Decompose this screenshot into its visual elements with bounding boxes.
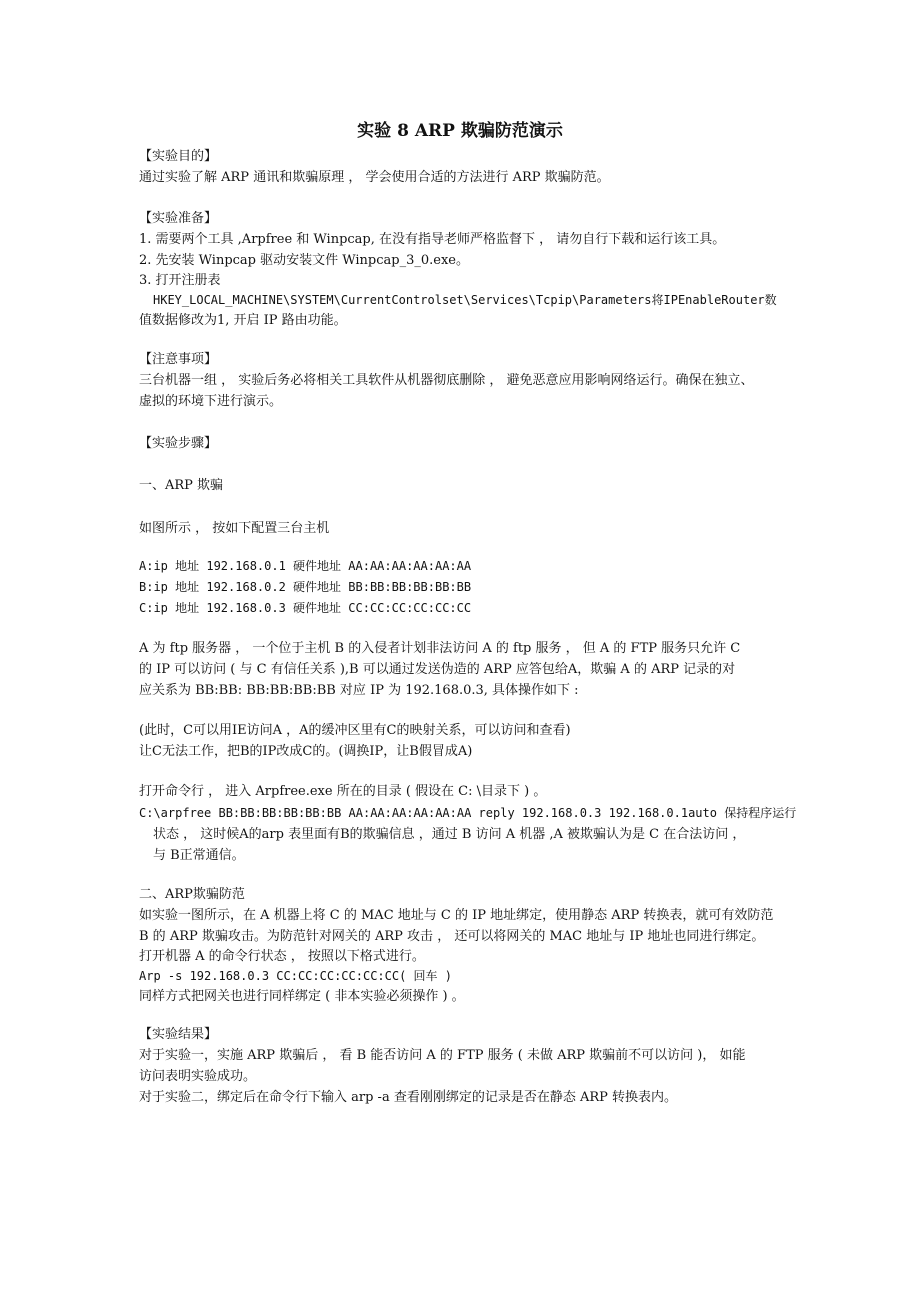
- results-text: 对于实验二，绑定后在命令行下输入 arp -a 查看刚刚绑定的记录是否在静态 ARP 转换表内。: [139, 1090, 678, 1105]
- objective-heading: 【实验目的】: [139, 149, 218, 164]
- part2-text: B 的 ARP 欺骗攻击。为防范针对网关的 ARP 攻击 ， 还可以将网关的 MAC 地址与 IP 地址也同进行绑定。: [139, 929, 765, 944]
- objective-text: 通过实验了解 ARP 通讯和欺骗原理 ， 学会使用合适的方法进行 ARP 欺骗防范。: [139, 170, 610, 185]
- host-config: B:ip 地址 192.168.0.2 硬件地址 BB:BB:BB:BB:BB:BB: [139, 580, 472, 594]
- arp-command: Arp -s 192.168.0.3 CC:CC:CC:CC:CC:CC( 回车 ): [139, 969, 452, 983]
- part1-paragraph: 应关系为 BB:BB: BB:BB:BB:BB 对应 IP 为 192.168.0.3, 具体操作如下 :: [139, 683, 579, 698]
- preparation-item: 3. 打开注册表: [139, 273, 221, 288]
- part2-text: 打开机器 A 的命令行状态 ， 按照以下格式进行。: [139, 949, 425, 964]
- preparation-item: 1. 需要两个工具 ,Arpfree 和 Winpcap, 在没有指导老师严格监督下 ， 请勿自行下载和运行该工具。: [139, 232, 726, 247]
- command-explanation: 与 B正常通信。: [153, 848, 245, 863]
- notes-text: 虚拟的环境下进行演示。: [139, 394, 283, 409]
- part1-heading: 一、ARP 欺骗: [139, 478, 224, 493]
- part1-paragraph: A 为 ftp 服务器 ， 一个位于主机 B 的入侵者计划非法访问 A 的 ftp 服务 ， 但 A 的 FTP 服务只允许 C: [139, 641, 741, 656]
- host-config: C:ip 地址 192.168.0.3 硬件地址 CC:CC:CC:CC:CC:CC: [139, 601, 472, 615]
- notes-text: 三台机器一组 ， 实验后务必将相关工具软件从机器彻底删除 ， 避免恶意应用影响网络运行。确保在独立、: [139, 373, 754, 388]
- results-text: 对于实验一，实施 ARP 欺骗后 ， 看 B 能否访问 A 的 FTP 服务 ( 未做 ARP 欺骗前不可以访问 )， 如能: [139, 1048, 746, 1063]
- part1-intro: 如图所示 ， 按如下配置三台主机: [139, 521, 330, 536]
- steps-heading: 【实验步骤】: [139, 436, 218, 451]
- command-line: C:\arpfree BB:BB:BB:BB:BB:BB AA:AA:AA:AA:AA:AA reply 192.168.0.3 192.168.0.1auto 保持程序运行: [139, 806, 797, 820]
- part1-note: 让C无法工作，把B的IP改成C的。(调换IP，让B假冒成A): [139, 744, 473, 759]
- host-config: A:ip 地址 192.168.0.1 硬件地址 AA:AA:AA:AA:AA:AA: [139, 559, 472, 573]
- document-title: 实验 8 ARP 欺骗防范演示: [357, 121, 563, 141]
- preparation-item: 2. 先安装 Winpcap 驱动安装文件 Winpcap_3_0.exe。: [139, 253, 470, 268]
- part2-text: 如实验一图所示，在 A 机器上将 C 的 MAC 地址与 C 的 IP 地址绑定，使用静态 ARP 转换表，就可有效防范: [139, 908, 774, 923]
- command-intro: 打开命令行 ， 进入 Arpfree.exe 所在的目录 ( 假设在 C: \目录下 ) 。: [139, 784, 547, 799]
- part1-note: (此时，C可以用IE访问A ，A的缓冲区里有C的映射关系，可以访问和查看): [139, 723, 571, 738]
- results-heading: 【实验结果】: [139, 1027, 218, 1042]
- part2-heading: 二、ARP欺骗防范: [139, 887, 245, 902]
- command-explanation: 状态 ， 这时候A的arp 表里面有B的欺骗信息 ，通过 B 访问 A 机器 ,A 被欺骗认为是 C 在合法访问 ，: [153, 827, 746, 842]
- part1-paragraph: 的 IP 可以访问 ( 与 C 有信任关系 ),B 可以通过发送伪造的 ARP 应答包给A，欺骗 A 的 ARP 记录的对: [139, 662, 736, 677]
- notes-heading: 【注意事项】: [139, 352, 218, 367]
- registry-path: HKEY_LOCAL_MACHINE\SYSTEM\CurrentControlset\Services\Tcpip\Parameters将IPEnableRouter数: [153, 293, 777, 307]
- part2-text: 同样方式把网关也进行同样绑定 ( 非本实验必须操作 ) 。: [139, 989, 465, 1004]
- registry-instruction: 值数据修改为1, 开启 IP 路由功能。: [139, 313, 347, 328]
- results-text: 访问表明实验成功。: [139, 1069, 257, 1084]
- preparation-heading: 【实验准备】: [139, 211, 218, 226]
